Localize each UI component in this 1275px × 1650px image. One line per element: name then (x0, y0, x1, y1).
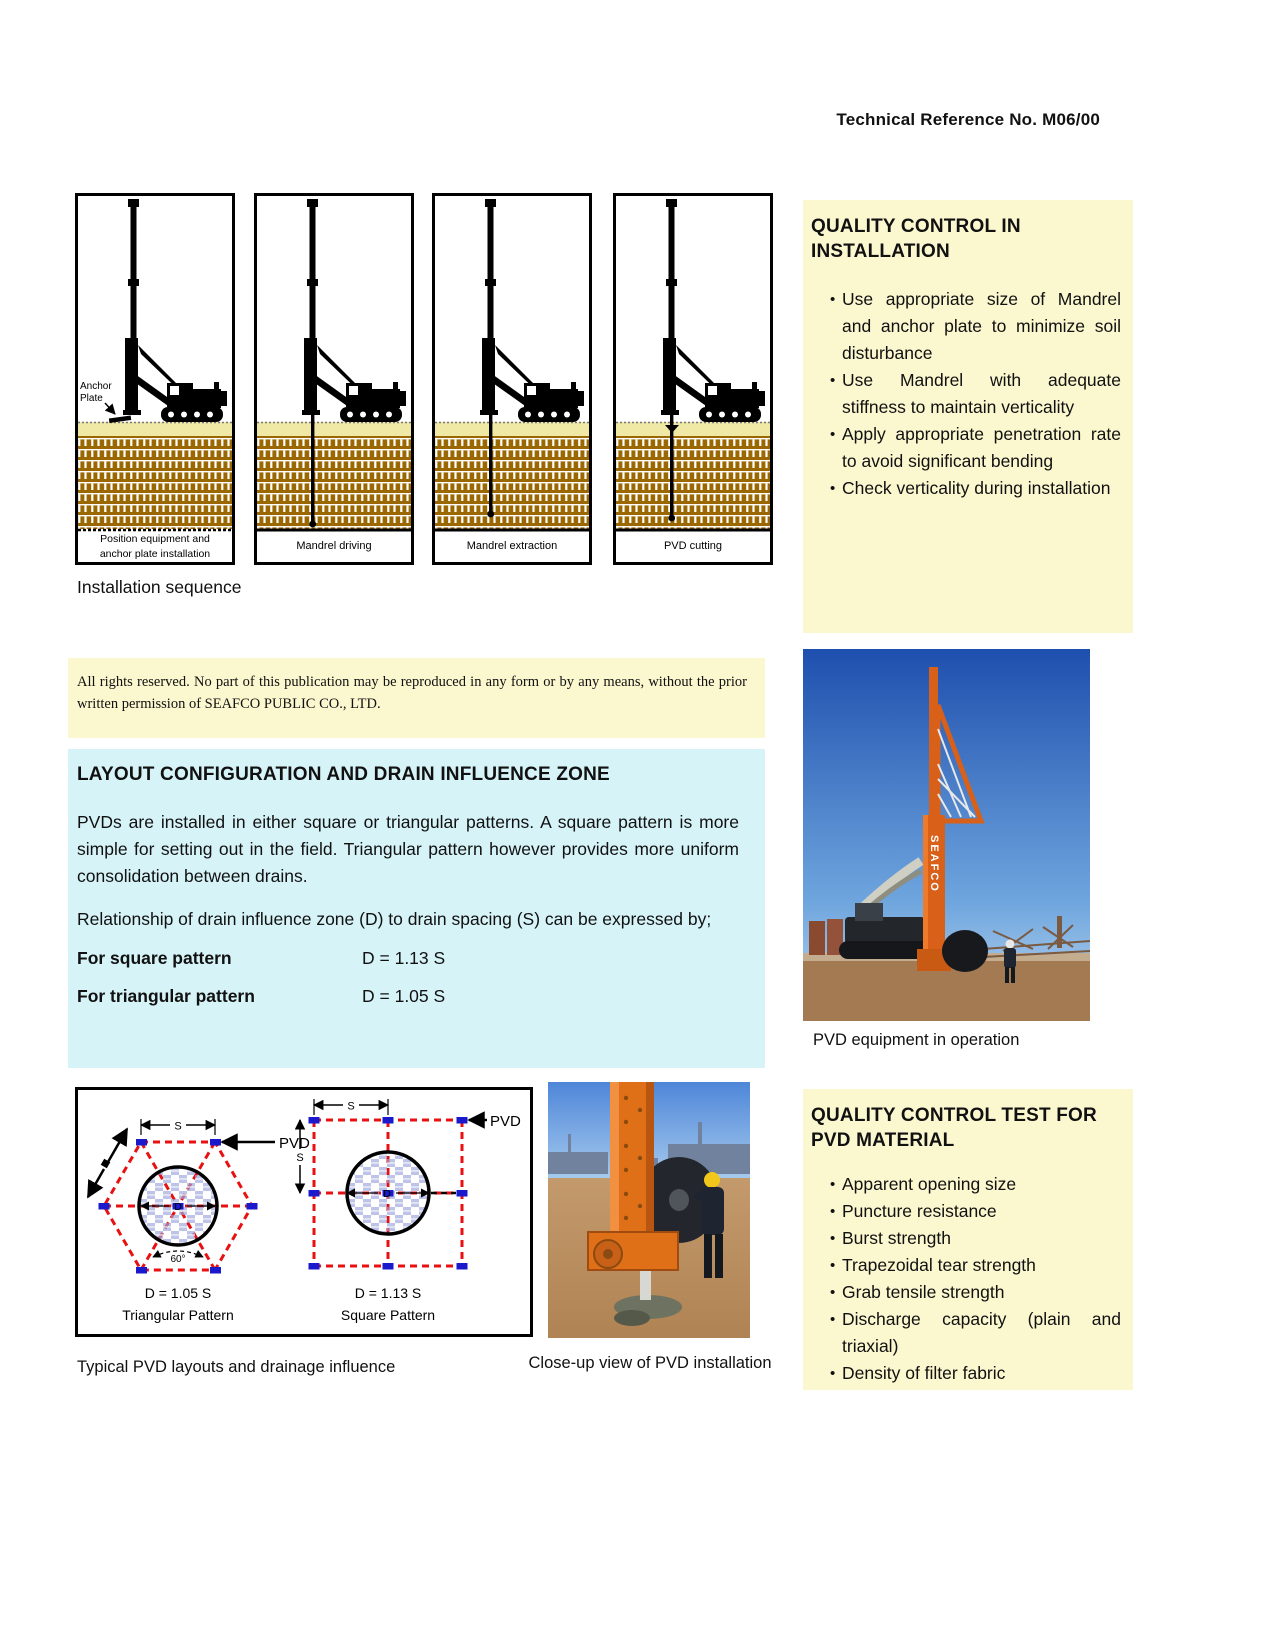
bullet-list (811, 1171, 1121, 1387)
section-paragraph: PVDs are installed in either square or triangular patterns. A square pattern is more simple for setting out in the field. Triangular pattern however provides more uniform consolidation between drains. (77, 812, 739, 886)
list-item: • Puncture resistance (811, 1198, 1121, 1225)
formula-row-triangular (77, 983, 739, 1009)
panel-pvd-cutting (615, 195, 772, 564)
bullet-icon: • (830, 1311, 836, 1328)
anchor-plate-label: Anchor (80, 381, 112, 392)
formula-row-square (77, 945, 739, 971)
list-item: • Discharge capacity (plain and triaxial) (811, 1306, 1121, 1360)
installation-sequence-caption: Installation sequence (77, 577, 242, 597)
section-title: LAYOUT CONFIGURATION AND DRAIN INFLUENCE ZONE (77, 764, 610, 785)
square-name: Square Pattern (340, 1307, 436, 1323)
panel-caption: PVD cutting (663, 540, 723, 552)
anchor-plate-label: Plate (80, 393, 103, 404)
svg-text:D: D (383, 1188, 391, 1200)
mandrel-rod (489, 415, 492, 513)
mast-brand-text: SEAFCO (928, 835, 940, 893)
mandrel-rod (311, 415, 314, 523)
panel-mandrel-driving (256, 195, 413, 564)
pvd-equipment-photo (803, 649, 1090, 1021)
section-title: QUALITY CONTROL TEST FOR PVD MATERIAL (811, 1105, 1097, 1151)
list-item: • Use appropriate size of Mandrel and anchor plate to minimize soil disturbance (811, 286, 1121, 367)
bullet-icon: • (830, 1284, 836, 1301)
panel-caption: Position equipment and (100, 533, 210, 545)
bullet-icon: • (830, 1203, 836, 1220)
bullet-icon: • (830, 1257, 836, 1274)
bullet-icon: • (830, 426, 836, 443)
pvd-layout-patterns-diagram (75, 1087, 533, 1337)
list-item: • Density of filter fabric (811, 1360, 1121, 1387)
svg-text:PVD: PVD (279, 1135, 310, 1152)
closeup-pvd-installation-photo (548, 1082, 750, 1338)
bullet-icon: • (830, 1365, 836, 1382)
bullet-list (811, 286, 1121, 502)
cable-reel (942, 930, 988, 972)
svg-text:D: D (174, 1201, 182, 1213)
closeup-photo-caption: Close-up view of PVD installation (528, 1354, 772, 1372)
list-item: • Apply appropriate penetration rate to avoid significant bending (811, 421, 1121, 475)
formula-value: D = 1.13 S (362, 948, 446, 968)
pattern-diagram-caption: Typical PVD layouts and drainage influence (77, 1358, 396, 1376)
quality-control-installation-section (803, 200, 1133, 633)
bullet-icon: • (830, 1176, 836, 1193)
svg-text:S: S (347, 1100, 355, 1113)
square-formula: D = 1.13 S (354, 1285, 422, 1301)
equipment-photo-caption: PVD equipment in operation (813, 1031, 1020, 1049)
installation-sequence-diagram (75, 193, 775, 565)
panel-caption: anchor plate installation (99, 548, 211, 560)
list-item: • Check verticality during installation (811, 475, 1121, 502)
svg-text:S: S (174, 1120, 182, 1133)
bullet-icon: • (830, 1230, 836, 1247)
list-item: • Grab tensile strength (811, 1279, 1121, 1306)
formula-value: D = 1.05 S (362, 986, 446, 1006)
svg-text:PVD: PVD (490, 1113, 521, 1130)
list-item: • Burst strength (811, 1225, 1121, 1252)
panel-mandrel-extraction (434, 195, 591, 564)
list-item: • Apparent opening size (811, 1171, 1121, 1198)
panel-position-equipment (77, 195, 234, 564)
svg-text:S: S (296, 1152, 304, 1164)
layout-configuration-section (68, 749, 765, 1068)
list-item: • Trapezoidal tear strength (811, 1252, 1121, 1279)
panel-caption: Mandrel driving (296, 540, 372, 552)
quality-control-material-section (803, 1089, 1133, 1390)
bullet-icon: • (830, 480, 836, 497)
document-reference: Technical Reference No. M06/00 (836, 110, 1100, 129)
panel-caption: Mandrel extraction (466, 540, 558, 552)
list-item: • Use Mandrel with adequate stiffness to maintain verticality (811, 367, 1121, 421)
copyright-notice: All rights reserved. No part of this publication may be reproduced in any form or by any means, without the prior written permission of SEAFCO PUBLIC CO., LTD. (68, 658, 765, 738)
triangular-formula: D = 1.05 S (144, 1285, 212, 1301)
bullet-icon: • (830, 372, 836, 389)
svg-text:60°: 60° (170, 1254, 186, 1265)
bullet-icon: • (830, 291, 836, 308)
triangular-name: Triangular Pattern (122, 1307, 234, 1323)
section-title: QUALITY CONTROL IN INSTALLATION (811, 216, 1021, 262)
section-paragraph: Relationship of drain influence zone (D) to drain spacing (S) can be expressed by; (77, 909, 712, 929)
formula-label: For square pattern (77, 948, 232, 968)
formula-label: For triangular pattern (77, 986, 255, 1006)
